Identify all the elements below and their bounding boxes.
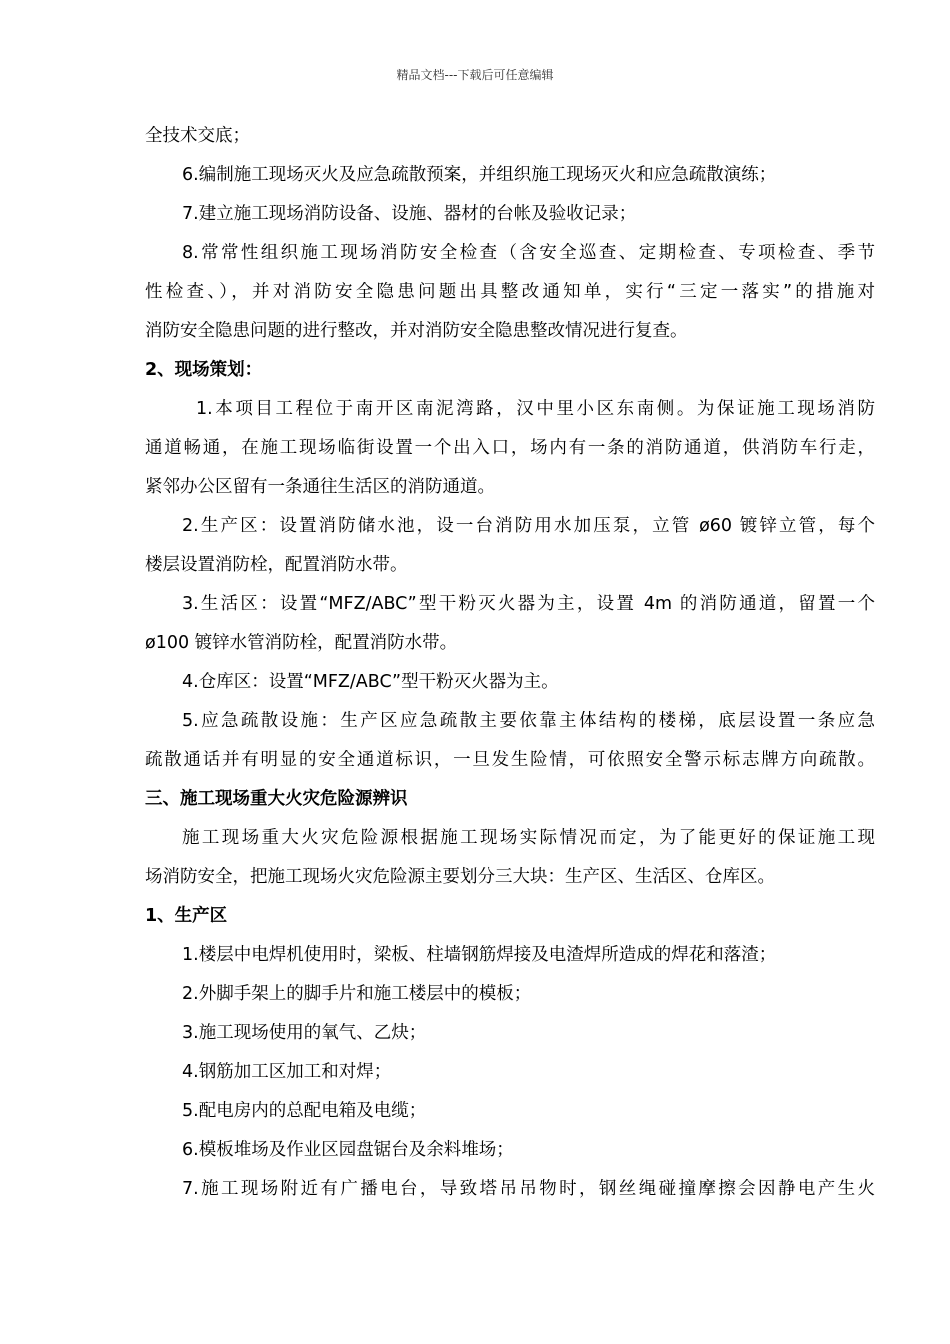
text-line: 疏散通话并有明显的安全通道标识，一旦发生险情，可依照安全警示标志牌方向疏散。 xyxy=(145,750,875,770)
text-line: 消防安全隐患问题的进行整改，并对消防安全隐患整改情况进行复查。 xyxy=(145,321,688,341)
text-line: 4.钢筋加工区加工和对焊； xyxy=(182,1062,392,1082)
text-line: 4.仓库区：设置“MFZ/ABC”型干粉灭火器为主。 xyxy=(182,672,559,692)
text-line: 3.生活区：设置“MFZ/ABC”型干粉灭火器为主，设置 4m 的消防通道，留置一个 xyxy=(182,594,875,614)
text-line: 紧邻办公区留有一条通往生活区的消防通道。 xyxy=(145,477,495,497)
text-line: 2.外脚手架上的脚手片和施工楼层中的模板； xyxy=(182,984,532,1004)
text-line: 5.应急疏散设施：生产区应急疏散主要依靠主体结构的楼梯，底层设置一条应急 xyxy=(182,711,875,731)
section-heading: 2、现场策划： xyxy=(145,360,263,380)
text-line: 1.楼层中电焊机使用时，梁板、柱墙钢筋焊接及电渣焊所造成的焊花和落渣； xyxy=(182,945,777,965)
text-line: 7.建立施工现场消防设备、设施、器材的台帐及验收记录； xyxy=(182,204,637,224)
text-line: 1.本项目工程位于南开区南泥湾路，汉中里小区东南侧。为保证施工现场消防 xyxy=(196,399,875,419)
text-line: 7.施工现场附近有广播电台，导致塔吊吊物时，钢丝绳碰撞摩擦会因静电产生火 xyxy=(182,1179,875,1199)
text-line: 2.生产区：设置消防储水池，设一台消防用水加压泵，立管 ø60 镀锌立管，每个 xyxy=(182,516,875,536)
text-line: 全技术交底； xyxy=(145,126,250,146)
section-heading: 1、生产区 xyxy=(145,906,228,926)
text-line: 通道畅通，在施工现场临街设置一个出入口，场内有一条的消防通道，供消防车行走， xyxy=(145,438,875,458)
page-header: 精品文档---下载后可任意编辑 xyxy=(396,68,554,82)
text-line: 3.施工现场使用的氧气、乙炔； xyxy=(182,1023,427,1043)
text-line: 场消防安全，把施工现场火灾危险源主要划分三大块：生产区、生活区、仓库区。 xyxy=(145,867,775,887)
text-line: 施工现场重大火灾危险源根据施工现场实际情况而定，为了能更好的保证施工现 xyxy=(182,828,875,848)
text-line: ø100 镀锌水管消防栓，配置消防水带。 xyxy=(145,633,458,653)
text-line: 性检查、），并对消防安全隐患问题出具整改通知单，实行“三定一落实”的措施对 xyxy=(145,282,875,302)
text-line: 5.配电房内的总配电箱及电缆； xyxy=(182,1101,427,1121)
text-line: 8.常常性组织施工现场消防安全检查（含安全巡查、定期检查、专项检查、季节 xyxy=(182,243,875,263)
text-line: 6.模板堆场及作业区园盘锯台及余料堆场； xyxy=(182,1140,514,1160)
text-line: 6.编制施工现场灭火及应急疏散预案，并组织施工现场灭火和应急疏散演练； xyxy=(182,165,777,185)
section-heading: 三、施工现场重大火灾危险源辨识 xyxy=(145,789,408,809)
text-line: 楼层设置消防栓，配置消防水带。 xyxy=(145,555,408,575)
